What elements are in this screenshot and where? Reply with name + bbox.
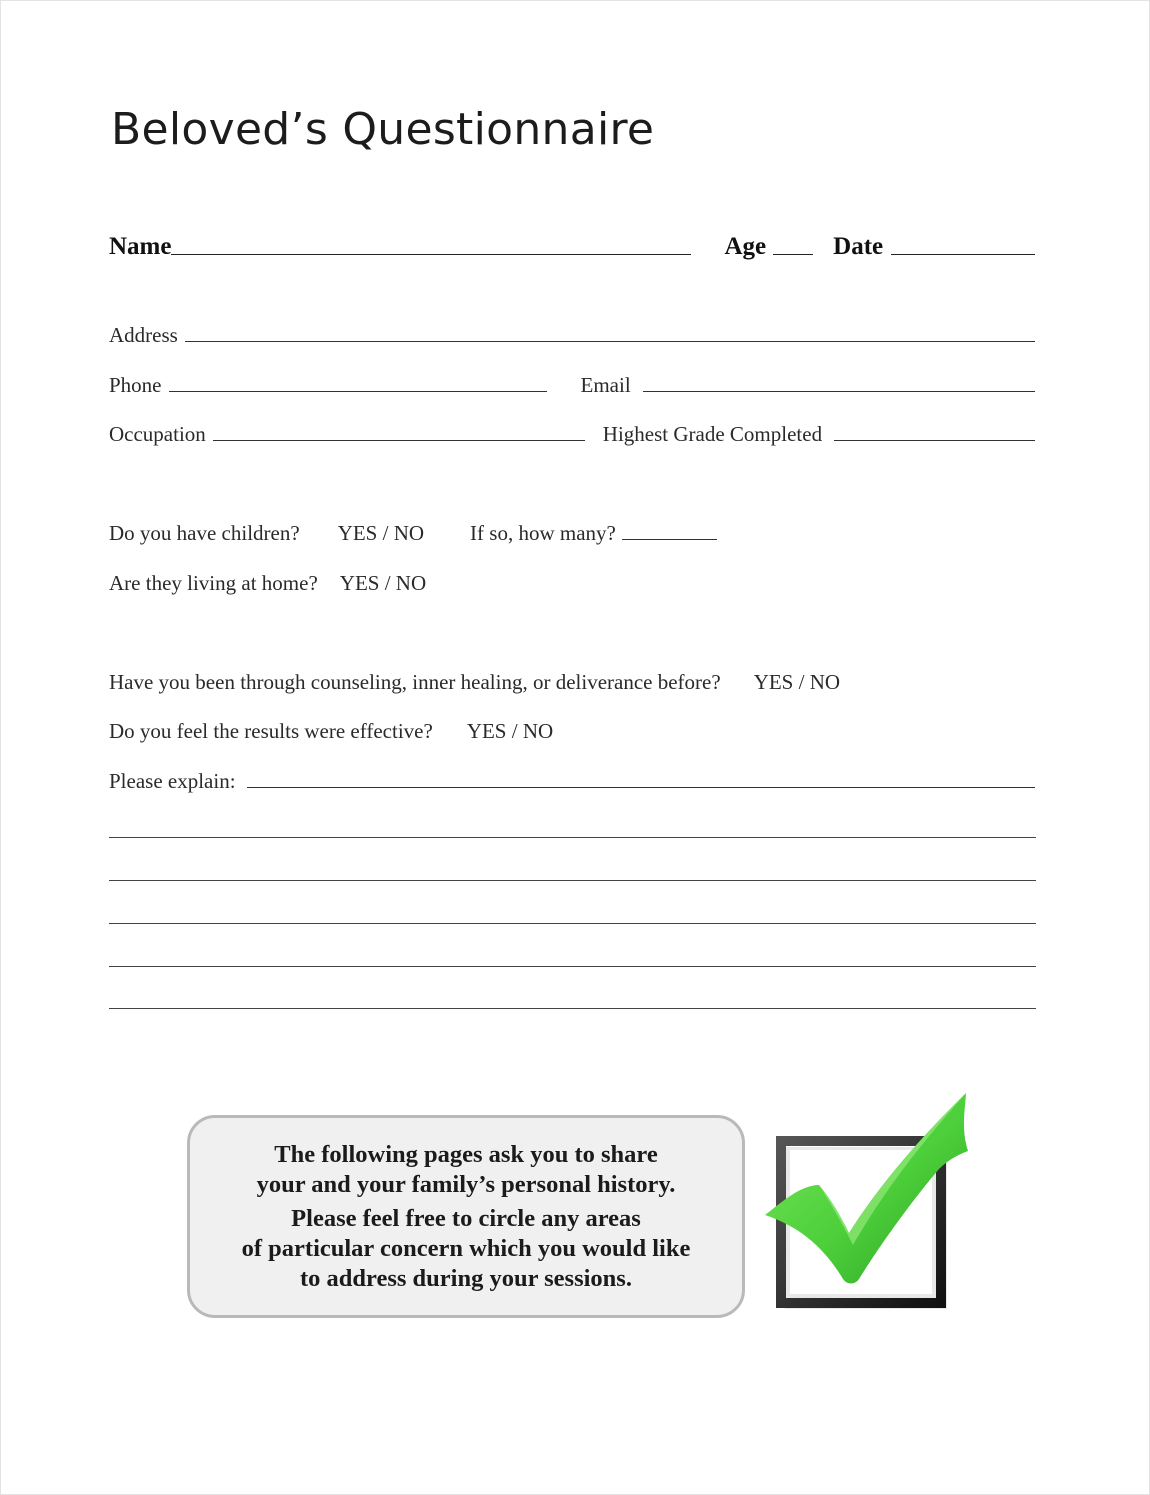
explain-line[interactable] [109,1008,1036,1009]
green-checkmark-icon [761,1089,991,1319]
explain-line[interactable] [109,837,1036,838]
page-title: Beloved’s Questionnaire [111,104,655,155]
callout-line: to address during your sessions. [300,1264,632,1292]
explain-field[interactable] [247,787,1035,788]
phone-email-row [109,373,1035,398]
instructions-callout [187,1115,745,1318]
how-many-field[interactable] [622,539,717,540]
callout-line: of particular concern which you would like [241,1234,691,1262]
highest-grade-label: Highest Grade Completed [602,422,823,446]
living-home-yes-no[interactable]: YES / NO [339,571,427,595]
effective-row [109,719,1035,744]
effective-yes-no[interactable]: YES / NO [466,719,554,743]
date-label: Date [833,233,884,260]
name-age-date-row [109,233,1035,261]
phone-field[interactable] [169,391,547,392]
age-label: Age [724,233,767,260]
address-row [109,323,1035,348]
children-yes-no[interactable]: YES / NO [337,521,425,545]
name-label: Name [109,233,172,260]
children-question: Do you have children? [109,521,300,545]
callout-line: Please feel free to circle any areas [291,1204,641,1232]
email-field[interactable] [643,391,1035,392]
living-home-row [109,571,1035,596]
explain-line[interactable] [109,966,1036,967]
explain-row [109,769,1035,794]
phone-label: Phone [109,373,162,397]
occupation-grade-row [109,422,1035,447]
explain-line[interactable] [109,923,1036,924]
explain-line[interactable] [109,880,1036,881]
name-field[interactable] [171,254,691,255]
highest-grade-field[interactable] [834,440,1035,441]
effective-question: Do you feel the results were effective? [109,719,433,743]
how-many-question: If so, how many? [470,521,616,545]
callout-line: your and your family’s personal history. [256,1170,676,1198]
callout-line: The following pages ask you to share [274,1140,658,1168]
children-row [109,521,1035,546]
explain-label: Please explain: [109,769,236,793]
occupation-label: Occupation [109,422,206,446]
occupation-field[interactable] [213,440,585,441]
counseling-row [109,670,1035,695]
counseling-yes-no[interactable]: YES / NO [753,670,841,694]
date-field[interactable] [891,254,1035,255]
address-field[interactable] [185,341,1035,342]
living-home-question: Are they living at home? [109,571,318,595]
counseling-question: Have you been through counseling, inner healing, or deliverance before? [109,670,721,694]
age-field[interactable] [773,254,813,255]
email-label: Email [580,373,631,397]
address-label: Address [109,323,178,347]
